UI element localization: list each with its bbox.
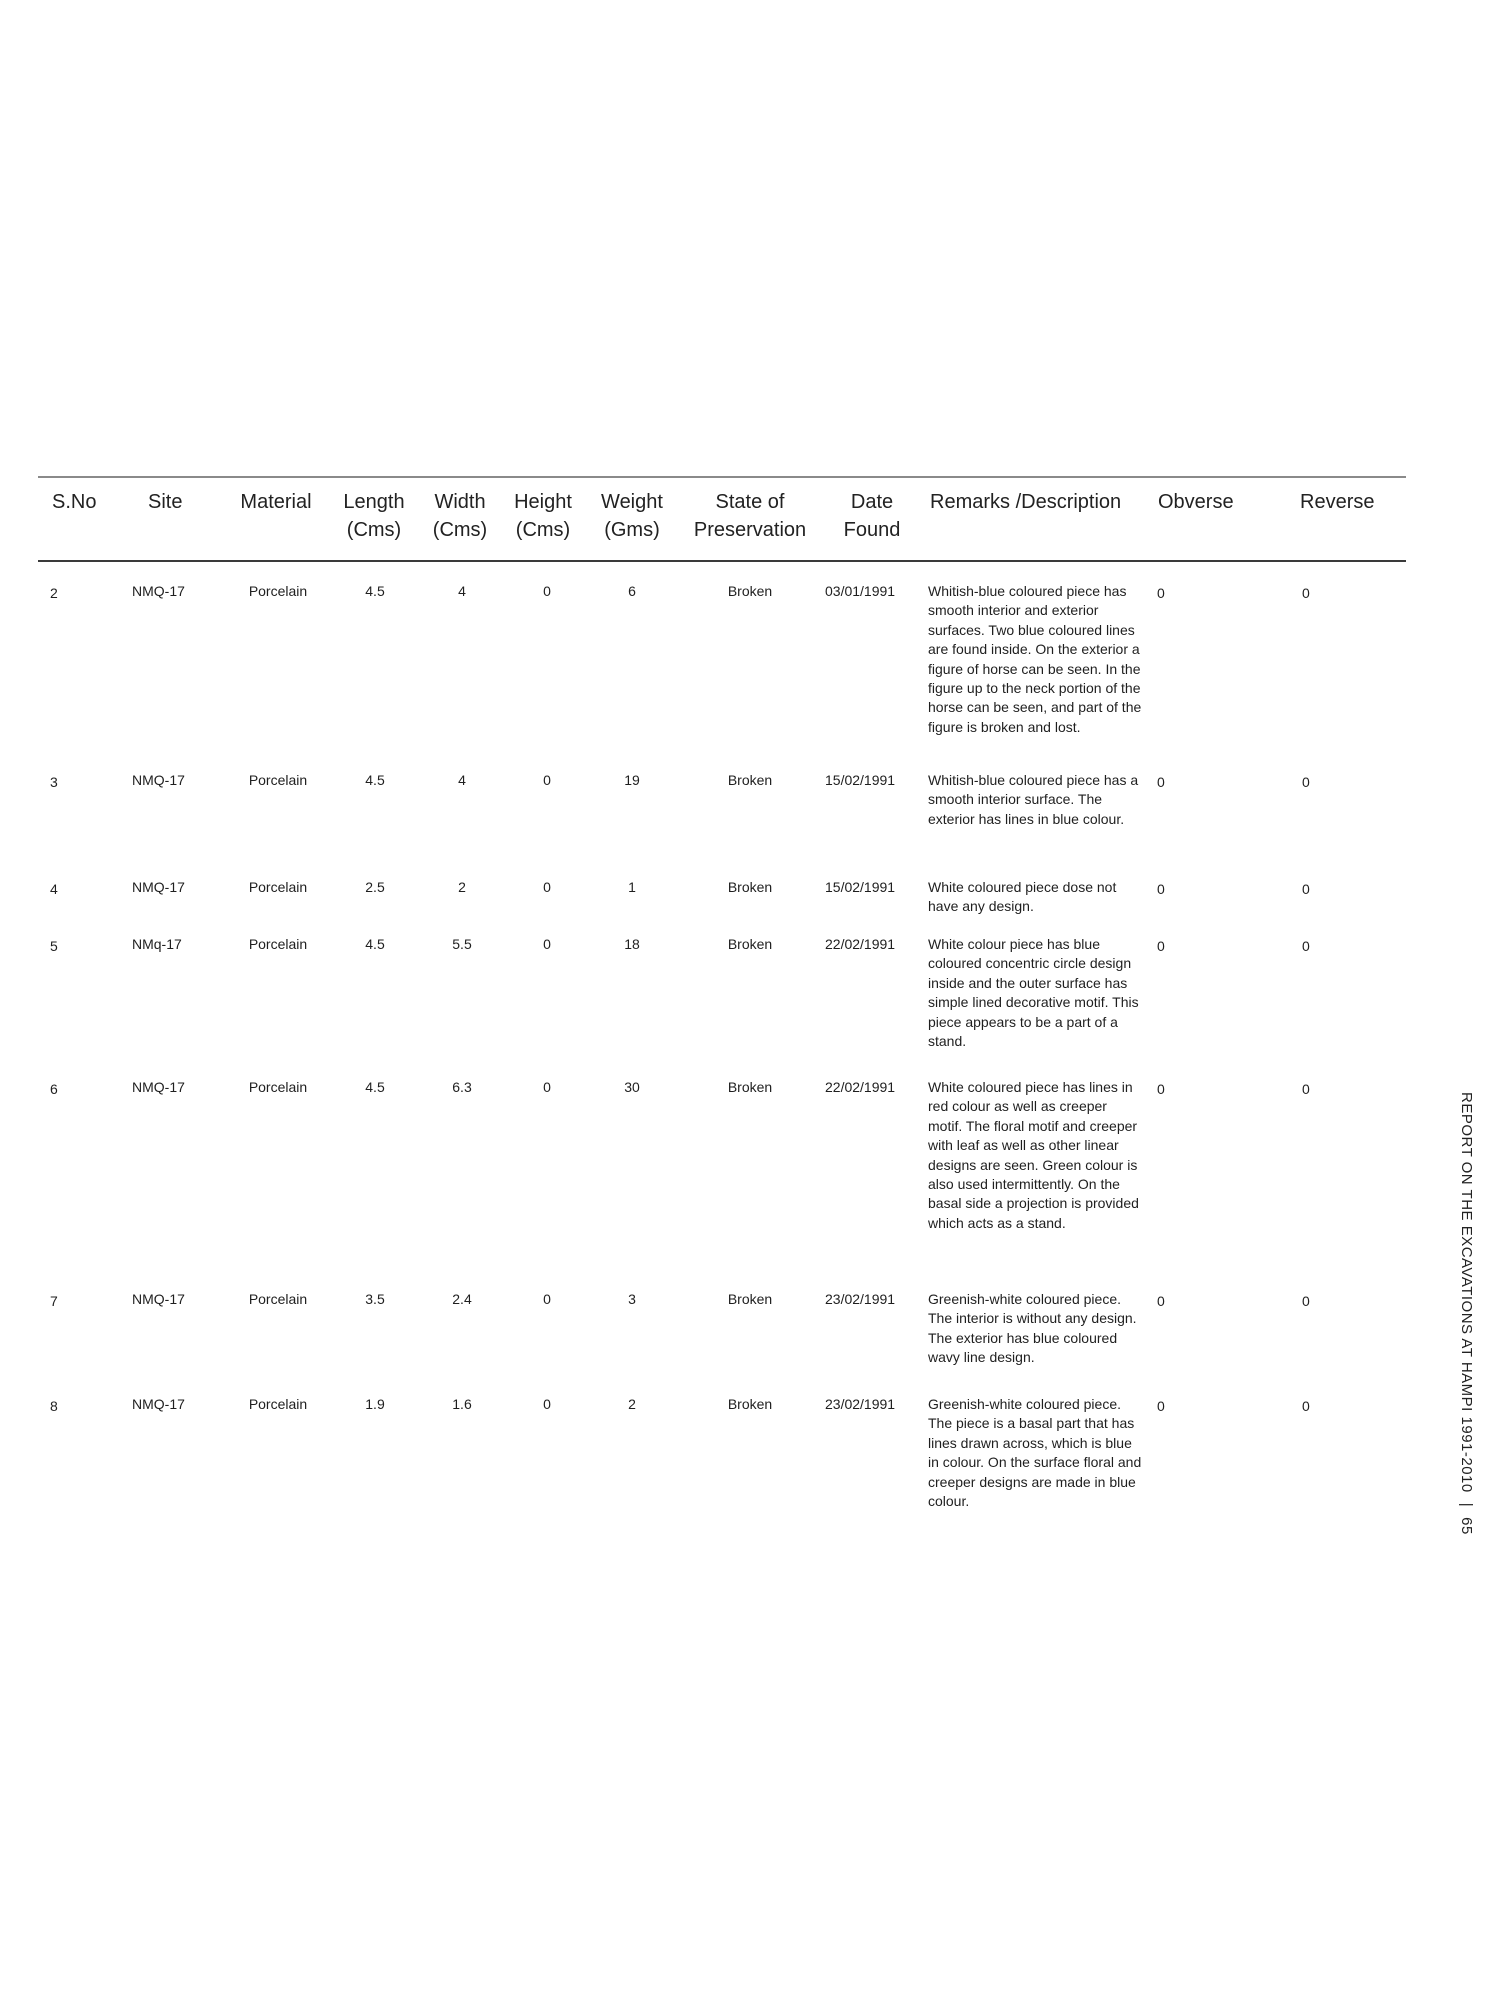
- header-state: [680, 488, 820, 544]
- cell-material: Porcelain: [248, 879, 308, 895]
- cell-obverse: 0: [1157, 1081, 1165, 1097]
- cell-state: Broken: [727, 1079, 773, 1095]
- cell-state: Broken: [727, 936, 773, 952]
- cell-length: 4.5: [365, 936, 385, 952]
- header-date: [826, 488, 918, 544]
- cell-material: Porcelain: [248, 1396, 308, 1412]
- cell-height: 0: [543, 879, 551, 895]
- cell-sno: 3: [50, 774, 58, 790]
- cell-site: NMQ-17: [132, 879, 185, 895]
- cell-remarks: White coloured piece has lines in red colour as well as creeper motif. The floral motif and creeper with leaf as well as other linear designs are seen. Green colour is also used intermittently. On the basal side a projection is provided which acts as a stand.: [928, 1079, 1139, 1231]
- header-length-line1: Length: [343, 491, 405, 513]
- header-sno: S.No: [52, 491, 97, 513]
- header-state-line1: State of: [715, 491, 785, 513]
- cell-site: NMQ-17: [132, 583, 185, 599]
- cell-sno: 6: [50, 1081, 58, 1097]
- cell-weight: 6: [628, 583, 636, 599]
- cell-obverse: 0: [1157, 1293, 1165, 1309]
- header-weight-line2: (Gms): [604, 519, 660, 541]
- header-height: [503, 488, 583, 544]
- cell-obverse: 0: [1157, 774, 1165, 790]
- cell-site: NMQ-17: [132, 1079, 185, 1095]
- cell-site: NMq-17: [132, 936, 182, 952]
- cell-site: NMQ-17: [132, 1396, 185, 1412]
- cell-height: 0: [543, 936, 551, 952]
- cell-weight: 30: [624, 1079, 640, 1095]
- header-length-line2: (Cms): [346, 519, 402, 541]
- cell-width: 1.6: [452, 1396, 472, 1412]
- cell-reverse: 0: [1302, 938, 1310, 954]
- header-height-line2: (Cms): [515, 519, 571, 541]
- cell-date: 15/02/1991: [825, 879, 896, 895]
- cell-width: 2: [458, 879, 466, 895]
- cell-state: Broken: [727, 772, 773, 788]
- cell-reverse: 0: [1302, 1081, 1310, 1097]
- cell-width: 2.4: [452, 1291, 472, 1307]
- cell-width: 4: [458, 583, 466, 599]
- cell-height: 0: [543, 1079, 551, 1095]
- cell-obverse: 0: [1157, 1398, 1165, 1414]
- cell-sno: 8: [50, 1398, 58, 1414]
- header-weight-line1: Weight: [601, 491, 663, 513]
- cell-reverse: 0: [1302, 1293, 1310, 1309]
- cell-remarks: White colour piece has blue coloured concentric circle design inside and the outer surface has simple lined decorative motif. This piece appears to be a part of a stand.: [928, 936, 1139, 1050]
- cell-obverse: 0: [1157, 938, 1165, 954]
- cell-sno: 4: [50, 881, 58, 897]
- cell-reverse: 0: [1302, 774, 1310, 790]
- header-bottom-rule: [38, 560, 1406, 562]
- header-length: [334, 488, 414, 544]
- running-head-separator: |: [1458, 1502, 1475, 1508]
- cell-material: Porcelain: [248, 772, 308, 788]
- cell-weight: 3: [628, 1291, 636, 1307]
- cell-remarks: Whitish-blue coloured piece has smooth interior and exterior surfaces. Two blue coloured lines are found inside. On the exterior a figure of horse can be seen. In the figure up to the neck portion of the horse can be seen, and part of the figure is broken and lost.: [928, 583, 1142, 735]
- cell-width: 5.5: [452, 936, 472, 952]
- cell-site: NMQ-17: [132, 772, 185, 788]
- cell-obverse: 0: [1157, 881, 1165, 897]
- cell-length: 2.5: [365, 879, 385, 895]
- cell-date: 23/02/1991: [825, 1396, 896, 1412]
- cell-date: 03/01/1991: [825, 583, 896, 599]
- cell-sno: 7: [50, 1293, 58, 1309]
- running-head: [1458, 1092, 1475, 1535]
- cell-width: 6.3: [452, 1079, 472, 1095]
- cell-weight: 2: [628, 1396, 636, 1412]
- cell-height: 0: [543, 1291, 551, 1307]
- cell-sno: 2: [50, 585, 58, 601]
- cell-date: 22/02/1991: [825, 936, 896, 952]
- cell-date: 15/02/1991: [825, 772, 896, 788]
- header-obverse: Obverse: [1158, 491, 1234, 513]
- cell-length: 4.5: [365, 1079, 385, 1095]
- cell-height: 0: [543, 772, 551, 788]
- cell-sno: 5: [50, 938, 58, 954]
- page-number: 65: [1458, 1517, 1475, 1535]
- cell-weight: 19: [624, 772, 640, 788]
- cell-remarks: Whitish-blue coloured piece has a smooth interior surface. The exterior has lines in blue colour.: [928, 772, 1139, 827]
- cell-remarks: Greenish-white coloured piece. The piece is a basal part that has lines drawn across, which is blue in colour. On the surface floral and creeper designs are made in blue colour.: [928, 1396, 1142, 1510]
- cell-obverse: 0: [1157, 585, 1165, 601]
- header-state-line2: Preservation: [693, 519, 807, 541]
- header-width-line1: Width: [434, 491, 486, 513]
- cell-state: Broken: [727, 1396, 773, 1412]
- header-remarks: Remarks /Description: [930, 491, 1122, 513]
- cell-reverse: 0: [1302, 1398, 1310, 1414]
- cell-length: 4.5: [365, 772, 385, 788]
- cell-width: 4: [458, 772, 466, 788]
- cell-date: 23/02/1991: [825, 1291, 896, 1307]
- cell-date: 22/02/1991: [825, 1079, 896, 1095]
- running-head-title: REPORT ON THE EXCAVATIONS AT HAMPI 1991-2010: [1458, 1092, 1475, 1493]
- header-site: Site: [148, 491, 183, 513]
- cell-site: NMQ-17: [132, 1291, 185, 1307]
- header-date-line1: Date: [850, 491, 894, 513]
- header-date-line2: Found: [843, 519, 901, 541]
- cell-material: Porcelain: [248, 936, 308, 952]
- header-width: [420, 488, 500, 544]
- cell-state: Broken: [727, 879, 773, 895]
- cell-reverse: 0: [1302, 585, 1310, 601]
- cell-length: 4.5: [365, 583, 385, 599]
- cell-reverse: 0: [1302, 881, 1310, 897]
- cell-remarks: Greenish-white coloured piece. The interior is without any design. The exterior has blue coloured wavy line design.: [928, 1291, 1137, 1366]
- header-height-line1: Height: [514, 491, 572, 513]
- cell-height: 0: [543, 583, 551, 599]
- table-top-rule: [38, 476, 1406, 478]
- cell-length: 1.9: [365, 1396, 385, 1412]
- cell-state: Broken: [727, 1291, 773, 1307]
- cell-remarks: White coloured piece dose not have any design.: [928, 879, 1117, 915]
- cell-material: Porcelain: [248, 1079, 308, 1095]
- header-material: Material: [240, 491, 312, 513]
- cell-state: Broken: [727, 583, 773, 599]
- header-reverse: Reverse: [1300, 491, 1375, 513]
- cell-material: Porcelain: [248, 1291, 308, 1307]
- cell-height: 0: [543, 1396, 551, 1412]
- cell-weight: 1: [628, 879, 636, 895]
- cell-length: 3.5: [365, 1291, 385, 1307]
- cell-material: Porcelain: [248, 583, 308, 599]
- cell-weight: 18: [624, 936, 640, 952]
- header-width-line2: (Cms): [432, 519, 488, 541]
- header-weight: [590, 488, 674, 544]
